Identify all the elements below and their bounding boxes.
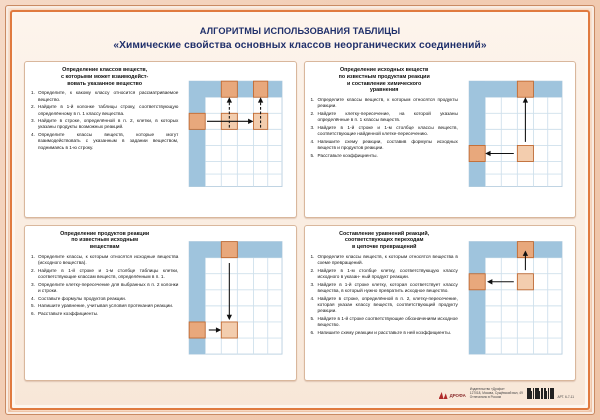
card-1-title bbox=[31, 67, 178, 87]
card-2-title-line1: Определение исходных веществ bbox=[339, 67, 429, 74]
poster-inner-frame bbox=[10, 10, 590, 410]
card-4-title-line1: Составление уравнений реакций, bbox=[339, 230, 430, 237]
algorithm-cards-grid bbox=[22, 61, 578, 383]
imprint-line-3: Отпечатано в России bbox=[469, 395, 502, 399]
page-title-line2: «Химические свойства основных классов неорганических соединений» bbox=[113, 40, 487, 52]
imprint-line-1: Издательство «Дрофа» bbox=[469, 387, 505, 391]
list-item: 1. Определите классы веществ, к которым относятся вещества в схеме превращений. bbox=[310, 253, 458, 266]
card-1-title-line1: Определение классов веществ, bbox=[62, 67, 148, 74]
card-3-title-line1: Определение продуктов реакции bbox=[60, 230, 150, 237]
figure-table-1 bbox=[182, 67, 289, 211]
list-item: 6. Напишите схему реакции и расставьте в ней коэффициенты. bbox=[310, 329, 452, 335]
figure-table-2 bbox=[462, 67, 569, 211]
list-item: 5. Расставьте коэффициенты. bbox=[310, 152, 378, 158]
list-item: 4. Составьте формулы продуктов реакции. bbox=[31, 295, 127, 301]
list-item: 3. Найдите в 1-й строке и 1-м столбце классы веществ, соответствующие найденной клетке-пересечению. bbox=[310, 125, 458, 137]
list-item: 3. Определите клетку-пересечение для выбранных в п. 2 колонки и строки. bbox=[31, 281, 179, 293]
barcode bbox=[527, 388, 554, 399]
list-item: 2. Найдите клетку-пересечение, на которой указаны определённые в п. 1 классы веществ. bbox=[310, 111, 458, 123]
card-2-steps bbox=[311, 97, 458, 160]
list-item: 3. Найдите в строке, определённой в п. 2, клетки, в которых указаны продукты возможных реакций. bbox=[31, 118, 179, 130]
algorithm-card-2 bbox=[304, 61, 577, 217]
card-3-steps bbox=[31, 254, 178, 319]
page-title bbox=[22, 25, 578, 53]
list-item: 1. Определите классы, к которым относятся исходные вещества (исходного вещества). bbox=[31, 253, 179, 266]
list-item: 1. Определите классы веществ, к которым относятся продукты реакции. bbox=[310, 97, 458, 109]
algorithm-card-4 bbox=[304, 225, 577, 381]
card-3-title bbox=[31, 231, 178, 251]
card-4-figure bbox=[462, 231, 569, 375]
list-item: 4. Найдите в строке, определённой в п. 2, клетку-пересечение, которая указан классу веществ, соответствующий продукту реакции. bbox=[310, 295, 458, 313]
card-4-steps bbox=[311, 254, 458, 337]
list-item: 2. Найдите в 1-м столбце клетку, соответствующую классу исходного в указан- ный продукт реакции. bbox=[310, 267, 458, 279]
card-4-title bbox=[311, 231, 458, 251]
card-3-figure bbox=[182, 231, 289, 375]
list-item: 3. Найдите в 1-й строке клетку, которая соответствует классу вещества, в который нужно превратить исходное вещество. bbox=[310, 281, 458, 293]
drofa-logo-icon bbox=[439, 392, 448, 399]
algorithm-card-3 bbox=[24, 225, 297, 381]
card-4-title-line2: соответствующих переходам bbox=[344, 237, 424, 244]
algorithm-card-1 bbox=[24, 61, 297, 217]
imprint-line-2: 127018, Москва, Сущёвский вал, 49 bbox=[469, 391, 523, 395]
list-item: 2. Найдите в 1-й строке и 1-м столбце таблицы клетки, соответствующие классам веществ, определённым в п. 1. bbox=[31, 267, 179, 279]
card-2-figure bbox=[462, 67, 569, 211]
card-2-title bbox=[311, 67, 458, 94]
card-1-figure bbox=[182, 67, 289, 211]
figure-table-3 bbox=[182, 231, 289, 375]
publisher-logo bbox=[439, 392, 466, 399]
list-item: 5. Найдите в 1-й строке соответствующие обозначениям исходное вещество. bbox=[310, 315, 458, 327]
card-3-title-line2: по известным исходным bbox=[71, 237, 139, 244]
page-title-line1: АЛГОРИТМЫ ИСПОЛЬЗОВАНИЯ ТАБЛИЦЫ bbox=[199, 26, 401, 36]
list-item: 1. Определите, к какому классу относится рассматриваемое вещество. bbox=[31, 90, 179, 102]
card-4-text bbox=[311, 231, 458, 375]
article-code: АРТ. 6-7-11 bbox=[557, 395, 574, 399]
card-3-text bbox=[31, 231, 178, 375]
list-item: 6. Расставьте коэффициенты. bbox=[31, 310, 99, 316]
figure-table-4 bbox=[462, 231, 569, 375]
list-item: 2. Найдите в 1-й колонке таблицы строку, соответствующую определённому в п. 1 классу вещества. bbox=[31, 104, 179, 116]
card-1-steps bbox=[31, 90, 178, 152]
list-item: 4. Определите классы веществ, которые могут взаимодействовать с указанным в задании веществом, поднимаясь в 1-ю строку. bbox=[31, 132, 179, 150]
card-2-text bbox=[311, 67, 458, 211]
card-3-title-line3: веществам bbox=[89, 244, 120, 251]
card-4-title-line3: в цепочке превращений bbox=[351, 244, 417, 251]
footer-strip bbox=[22, 383, 578, 399]
card-1-title-line3: вовать указанное вещество bbox=[67, 80, 143, 87]
poster-sheet bbox=[15, 15, 585, 405]
imprint-text bbox=[470, 387, 523, 399]
card-2-title-line3: и составление химического bbox=[346, 80, 422, 87]
list-item: 5. Напишите уравнение, учитывая условия протекания реакции. bbox=[31, 303, 174, 309]
card-1-text bbox=[31, 67, 178, 211]
card-2-title-line4: уравнения bbox=[369, 87, 399, 94]
publisher-name: ДРОФА bbox=[449, 393, 466, 398]
card-1-title-line2: с которыми может взаимодейст- bbox=[61, 73, 149, 80]
card-2-title-line2: по известным продуктам реакции bbox=[338, 73, 430, 80]
list-item: 4. Напишите схему реакции, составив формулы исходных веществ и продуктов реакции. bbox=[310, 138, 458, 151]
